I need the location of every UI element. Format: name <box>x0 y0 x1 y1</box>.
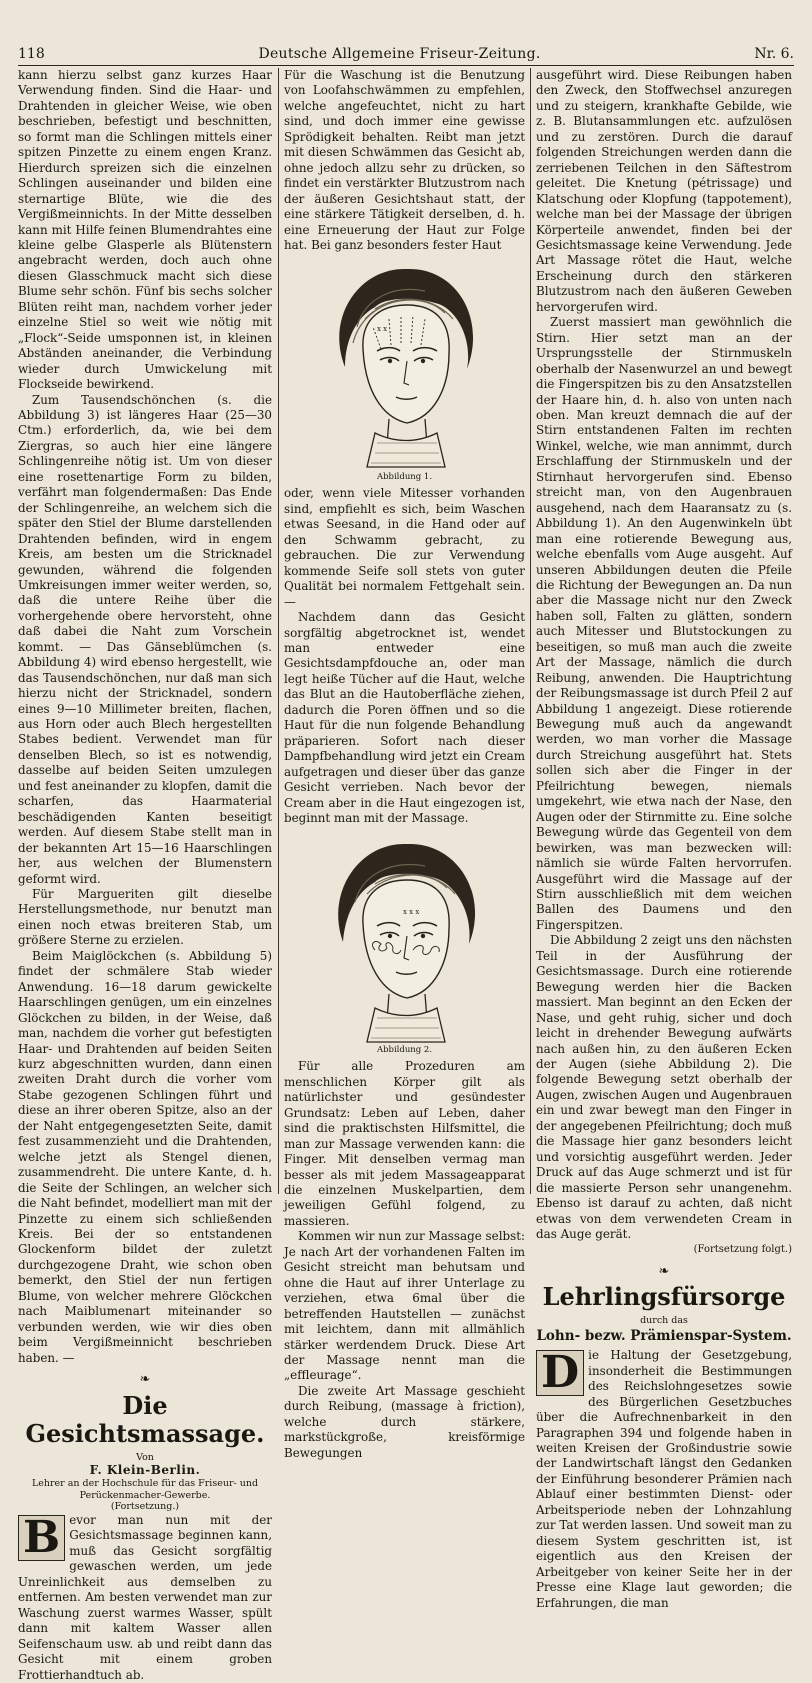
article-first-paragraph <box>536 1348 792 1611</box>
column-rule-left <box>278 68 279 1194</box>
article-subtitle: Lohn- bezw. Prämienspar-System. <box>536 1327 792 1344</box>
drop-cap: B <box>18 1515 65 1561</box>
paragraph: ausgeführt wird. Diese Reibungen haben den Zweck, den Stoffwechsel anzuregen und zu steigern, krankhafte Gebilde, wie z. B. Blutansammlungen etc. aufzulösen und zu zerstören. Durch die darauf folgenden Streichungen werden dann die zerriebenen Teilchen in den Säftestrom geleitet. Die Knetung (pétrissage) und Klatschung oder Klopfung (tappotement), welche man bei der Massage der übrigen Körperteile anwendet, finden bei der Gesichtsmassage keine Verwendung. Jede Art Massage rötet die Haut, welche Erscheinung durch den stärkeren Blutzustrom nach den äußeren Geweben hervorgerufen wird. <box>536 68 792 314</box>
figure-2-caption: Abbildung 2. <box>376 1045 433 1056</box>
article-author: F. Klein-Berlin. <box>89 1463 201 1478</box>
paragraph: Die Abbildung 2 zeigt uns den nächsten Teil in der Ausführung der Gesichtsmassage. Durch eine rotierende Bewegung werden hier die Backen massiert. Man beginnt an den Ecken der Nase, und geht ruhig, sicher und doch leicht in drehender Bewegung aufwärts nach außen hin, zu den äußeren Ecken der Augen (siehe Abbildung 2). Die folgende Bewegung setzt oberhalb der Augen, zwischen Augen und Augenbrauen ein und zwar bewegt man den Finger in der angegebenen Pfeilrichtung; doch muß die Massage hier ganz besonders leicht und vorsichtig ausgeführt werden. Jeder Druck auf das Auge schmerzt und ist für die massierte Person sehr unangenehm. Ebenso ist darauf zu achten, daß nicht etwas von dem verwendeten Cream in das Auge gerät. <box>536 933 792 1241</box>
author-role: Lehrer an der Hochschule für das Friseur- und Perückenmacher-Gewerbe. <box>31 1478 259 1501</box>
byline-von: Von <box>136 1451 154 1463</box>
paragraph: oder, wenn viele Mitesser vorhanden sind, empfiehlt es sich, beim Waschen etwas Seesand, in die Hand oder auf den Schwamm gebracht, zu gebrauchen. Die zur Verwendung kommende Seife soll stets von guter Qualität bei normalem Fettgehalt sein. — <box>284 486 525 609</box>
paragraph: Beim Maiglöckchen (s. Abbildung 5) findet der schmälere Stab wieder Anwendung. 16—18 darum gewickelte Haarschlingen genügen, um ein einzelnes Glöckchen zu bilden, in der Weise, daß man, nachdem die vorher gut befestigten Haar- und Drahtenden auf beiden Seiten kurz abgeschnitten wurden, dann einen zweiten Draht durch die vorher vom Stabe gezogenen Schlingen führt und diese an ihrer oberen Spitze, also an der der Naht entgegengesetzten Seite, damit fest zusammenzieht und die Drahtenden, welche jetzt als Stengel dienen, zusammendreht. Die untere Kante, d. h. die Seite der Schlingen, an welcher sich die Naht befindet, modelliert man mit der Pinzette zu einem sich schließenden Kreis. Bei der so entstandenen Glockenform bildet der zuletzt durchgezogene Draht, wie schon oben bemerkt, den Stiel der nun fertigen Blume, von welcher mehrere Glöckchen nach Maiblumenart miteinander so verbunden werden, wie wir dies oben beim Vergißmeinnicht beschrieben haben. — <box>18 948 272 1365</box>
svg-text:x x x: x x x <box>402 908 419 917</box>
svg-text:x x: x x <box>376 325 387 334</box>
article-heading: Die Gesichtsmassage. <box>25 1390 265 1448</box>
ornament-separator: ❧ <box>658 1263 670 1279</box>
figure-1-caption: Abbildung 1. <box>376 472 433 483</box>
issue-number: Nr. 6. <box>754 46 794 62</box>
article-first-paragraph-text: evor man nun mit der Gesichtsmassage beginnen kann, muß das Gesicht sorgfältig gewaschen werden, um jede Unreinlichkeit aus demselben zu entfernen. Am besten verwendet man zur Waschung zuerst warmes Wasser, spült dann mit kaltem Wasser allen Seifenschaum usw. ab und reibt dann das Gesicht mit einem groben Frottierhandtuch ab. <box>18 1512 272 1682</box>
paragraph: kann hierzu selbst ganz kurzes Haar Verwendung finden. Sind die Haar- und Drahtenden in gleicher Weise, wie oben beschrieben, befestigt und beschnitten, so formt man die Schlingen mittels einer spitzen Pinzette zu einem engen Kranz. Hierdurch spreizen sich die einzelnen Schlingen auseinander und bilden eine sternartige Blüte, wie die des Vergißmeinnichts. In der Mitte desselben kann mit Hilfe feinen Blumendrahtes eine kleine gelbe Glasperle als Blütenstern angebracht werden, doch auch ohne diesen Glasschmuck macht sich diese Blume sehr schön. Fünf bis sechs solcher Blüten reiht man, nachdem vorher jeder einzelne Stiel so weit wie nötig mit „Flock“-Seide umsponnen ist, in kleinen Abständen aneinander, die Verbindung wieder durch Umwickelung mit Flockseide bewirkend. <box>18 68 272 392</box>
article-first-paragraph-text: ie Haltung der Gesetzgebung, insonderheit die Bestimmungen des Reichslohngesetzes sowie des Bürgerlichen Gesetzbuches über die Aufrechnenbarkeit in den Paragraphen 394 und folgende haben in weiten Kreisen der Großindustrie sowie der Landwirtschaft längst den Gedanken der Einführung besonderer Prämien nach Ablauf einer bestimmten Dienst- oder Arbeitsperiode neben der Lohnzahlung zur Tat werden lassen. Und soweit man zu diesem System geschritten ist, ist eigentlich aus den Kreisen der Arbeitgeber von keiner Seite her in der Presse eine Klage laut geworden; die Erfahrungen, die man <box>536 1348 793 1610</box>
paragraph: Zuerst massiert man gewöhnlich die Stirn. Hier setzt man an der Ursprungsstelle der Stirnmuskeln oberhalb der Nasenwurzel an und bewegt die Fingerspitzen bis zu den Ansatzstellen der Haare hin, d. h. also von unten nach oben. Man kreuzt demnach die auf der Stirn entstandenen Falten im rechten Winkel, welche, wie man annimmt, durch Erschlaffung der Stirnmuskeln und der Stirnhaut hervorgerufen sind. Ebenso streicht man, von den Augenbrauen ausgehend, nach dem Haaransatz zu (s. Abbildung 1). An den Augenwinkeln übt man eine rotierende Bewegung aus, welche ebenfalls vom Auge ausgeht. Auf unseren Abbildungen deuten die Pfeile die Richtung der Bewegungen an. Da nun aber die Massage nicht nur den Zweck haben soll, Falten zu glätten, sondern auch Mitesser und Blutstockungen zu beseitigen, so muß man auch die zweite Art der Massage, nämlich die durch Reibung, anwenden. Die Hauptrichtung der Reibungsmassage ist durch Pfeil 2 auf Abbildung 1 angezeigt. Diese rotierende Bewegung muß auch da angewandt werden, wo man vorher die Massage durch Streichung ausgeführt hat. Stets sollen sich aber die Finger in der Pfeilrichtung bewegen, niemals umgekehrt, wie etwa nach der Nase, den Augen oder der Stirnmitte zu. Eine solche Bewegung würde das Gegenteil von dem bewirken, was man bezwecken will: nämlich sie würde Falten hervorrufen. Ausgeführt wird die Massage auf der Stirn ausschließlich mit dem weichen Ballen des Daumens und den Fingerspitzen. <box>536 315 792 932</box>
column-2 <box>284 68 525 1460</box>
column-3 <box>536 68 793 1610</box>
paragraph: Für die Waschung ist die Benutzung von Loofahschwämmen zu empfehlen, welche angefeuchtet, nicht zu hart sind, und doch immer eine gewisse Sprödigkeit behalten. Reibt man jetzt mit diesen Schwämmen das Gesicht ab, ohne jedoch allzu sehr zu drücken, so findet ein verstärkter Blutzustrom nach der äußeren Gesichtshaut statt, der eine stärkere Tätigkeit derselben, d. h. eine Erneuerung der Haut zur Folge hat. Bei ganz besonders fester Haut <box>284 68 525 252</box>
paragraph: Zum Tausendschönchen (s. die Abbildung 3) ist längeres Haar (25—30 Ctm.) erforderlich, da, wie bei dem Ziergras, so auch hier eine längere Schlingenreihe nötig ist. Um von dieser eine rosettenartige Form zu bilden, verfährt man folgendermaßen: Das Ende der Schlingenreihe, an welchem sich die später den Stiel der Blume darstellenden Drahtenden befinden, wird in engem Kreis, am besten um die Stricknadel gewunden, während die folgenden Umkreisungen immer weiter werden, so, daß die untere Reihe über die vorhergehende obere hervorsteht, ohne daß dabei die Naht zum Vorschein kommt. — Das Gänseblümchen (s. Abbildung 4) wird ebenso hergestellt, wie das Tausendschönchen, nur daß man sich hierzu nicht der Stricknadel, sondern eines 9—10 Millimeter breiten, flachen, aus Horn oder auch Blech hergestellten Stabes bedient. Verwendet man für denselben Blech, so ist es notwendig, dasselbe auf beiden Seiten umzulegen und fest aneinander zu klopfen, damit die scharfen, das Haarmaterial beschädigenden Kanten beseitigt werden. Auf diesem Stabe stellt man in der bekannten Art 15—16 Haarschlingen her, aus welchen der Blumenstern geformt wird. <box>18 392 272 886</box>
page-number: 118 <box>18 46 45 62</box>
continuation-marker: (Fortsetzung.) <box>110 1501 180 1513</box>
page-header <box>18 40 794 66</box>
article-first-paragraph <box>18 1513 272 1683</box>
paragraph: Die zweite Art Massage geschieht durch Reibung, (massage à friction), welche durch stärkere, markstückgroße, kreisförmige Bewegungen <box>284 1383 525 1460</box>
paragraph: Nachdem dann das Gesicht sorgfältig abgetrocknet ist, wendet man entweder eine Gesichtsdampfdouche an, oder man legt heiße Tücher auf die Haut, welche das Blut an die Hautoberfläche ziehen, dadurch die Poren öffnen und so die Haut für die nun folgende Behandlung präparieren. Sofort nach dieser Dampfbehandlung wird jetzt ein Cream aufgetragen und dieser über das ganze Gesicht verrieben. Nach bevor der Cream aber in die Haut eingezogen ist, beginnt man mit der Massage. <box>284 610 525 825</box>
figure-2 <box>284 830 525 1056</box>
paragraph: Kommen wir nun zur Massage selbst: Je nach Art der vorhandenen Falten im Gesicht streicht man behutsam und ohne die Haut auf ihrer Unterlage zu verziehen, etwa 6mal über die betreffenden Hautstellen — zunächst mit leichtem, dann mit allmählich stärker werdendem Druck. Diese Art der Massage nennt man die „effleurage“. <box>284 1229 525 1383</box>
ornament-separator: ❧ <box>139 1372 151 1388</box>
heading-connector: durch das <box>640 1315 688 1327</box>
column-rule-right <box>530 68 531 1194</box>
column-1 <box>18 68 272 1682</box>
article-heading: Lehrlingsfürsorge <box>542 1282 786 1312</box>
paragraph: Für alle Prozeduren am menschlichen Körper gilt als natürlichster und gesündester Grundsatz: Leben auf Leben, daher sind die praktischsten Hilfsmittel, die man zur Massage verwenden kann: die Finger. Mit denselben vermag man besser als mit jedem Massageapparat die einzelnen Muskelpartien, dem jeweiligen Gefühl folgend, zu massieren. <box>284 1059 525 1228</box>
woman-portrait-illustration-2 <box>305 830 505 1044</box>
continuation-note: (Fortsetzung folgt.) <box>693 1244 792 1256</box>
journal-title: Deutsche Allgemeine Friseur-Zeitung. <box>258 46 541 62</box>
figure-1 <box>284 257 525 483</box>
paragraph: Für Margueriten gilt dieselbe Herstellungsmethode, nur benutzt man einen noch etwas breiteren Stab, um größere Sterne zu erzielen. <box>18 887 272 948</box>
drop-cap: D <box>536 1350 584 1396</box>
woman-portrait-illustration-1 <box>305 257 505 471</box>
